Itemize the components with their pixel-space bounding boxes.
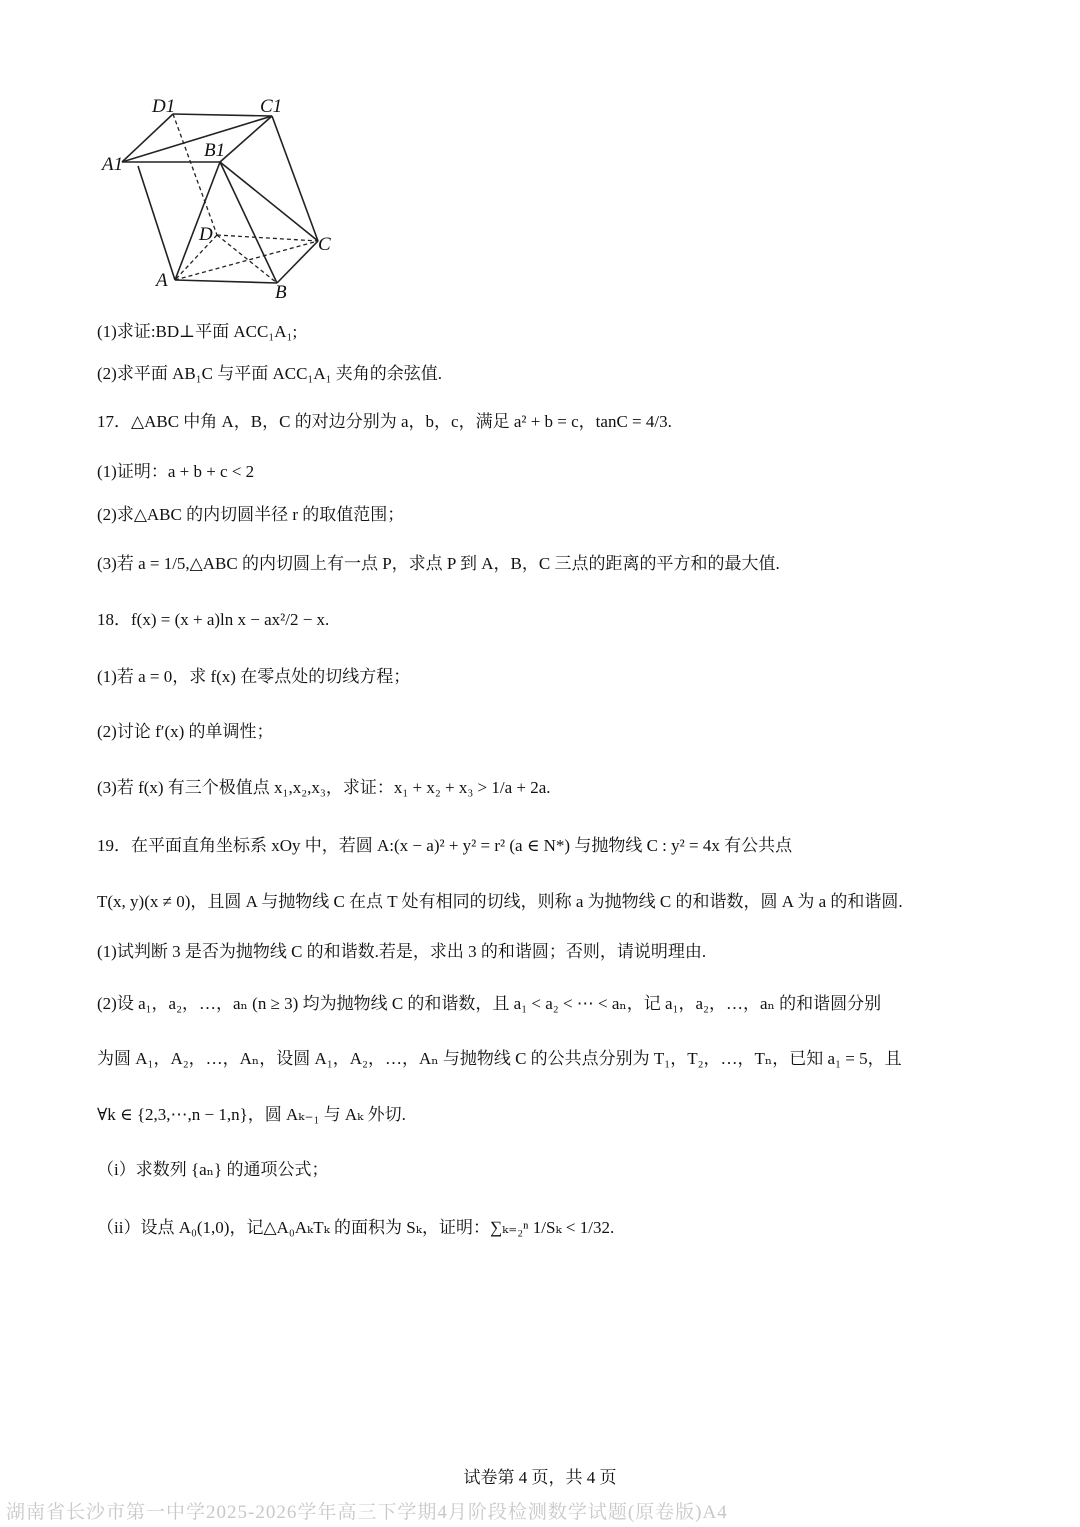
label-d: D: [199, 224, 213, 245]
q19-part1: (1)试判断 3 是否为抛物线 C 的和谐数.若是，求出 3 的和谐圆；否则，请说明理由.: [97, 942, 707, 961]
q19-part2-line2: 为圆 A₁，A₂，…，Aₙ，设圆 A₁，A₂，…，Aₙ 与抛物线 C 的公共点分别为 T₁，T₂，…，Tₙ，已知 a₁ = 5，且: [97, 1049, 902, 1068]
edge-a-b: [175, 280, 277, 283]
label-a: A: [156, 270, 168, 291]
q18-part1: (1)若 a = 0，求 f(x) 在零点处的切线方程；: [97, 667, 411, 686]
edge-d-b: [217, 235, 277, 283]
label-a1: A1: [102, 154, 124, 175]
edge-c1-a1: [122, 116, 272, 162]
edge-d1-c1: [173, 114, 272, 116]
edge-d-c: [217, 235, 318, 241]
q19-part2-ii: （ii）设点 A₀(1,0)，记△A₀AₖTₖ 的面积为 Sₖ，证明：∑ₖ₌₂ⁿ 1/Sₖ < 1/32.: [97, 1218, 615, 1237]
label-b1: B1: [204, 140, 226, 161]
q17-part1: (1)证明：a + b + c < 2: [97, 462, 255, 481]
edge-b1-b: [220, 162, 277, 283]
q18-part3: (3)若 f(x) 有三个极值点 x₁,x₂,x₃，求证：x₁ + x₂ + x₃ > 1/a + 2a.: [97, 778, 551, 797]
edge-b-c: [277, 241, 318, 283]
q19-part2-line1: (2)设 a₁，a₂，…，aₙ (n ≥ 3) 均为抛物线 C 的和谐数，且 a₁ < a₂ < ⋯ < aₙ，记 a₁，a₂，…，aₙ 的和谐圆分别: [97, 994, 882, 1013]
q16-part2: (2)求平面 AB₁C 与平面 ACC₁A₁ 夹角的余弦值.: [97, 364, 443, 383]
label-c: C: [318, 234, 331, 255]
q18-stem: 18．f(x) = (x + a)ln x − ax²/2 − x.: [97, 610, 330, 629]
label-d1: D1: [152, 96, 176, 117]
q19-stem-line1: 19．在平面直角坐标系 xOy 中，若圆 A:(x − a)² + y² = r² (a ∈ N*) 与抛物线 C : y² = 4x 有公共点: [97, 836, 793, 855]
q19-stem-line2: T(x, y)(x ≠ 0)，且圆 A 与抛物线 C 在点 T 处有相同的切线，则称 a 为抛物线 C 的和谐数，圆 A 为 a 的和谐圆.: [97, 892, 903, 911]
q18-part2: (2)讨论 f′(x) 的单调性；: [97, 722, 274, 741]
q17-stem: 17．△ABC 中角 A，B，C 的对边分别为 a，b，c，满足 a² + b = c，tanC = 4/3.: [97, 412, 672, 431]
q19-part2-i: （i）求数列 {aₙ} 的通项公式；: [97, 1160, 329, 1179]
q17-part2: (2)求△ABC 的内切圆半径 r 的取值范围；: [97, 505, 405, 524]
label-c1: C1: [260, 96, 283, 117]
q17-part3: (3)若 a = 1/5,△ABC 的内切圆上有一点 P，求点 P 到 A，B，C 三点的距离的平方和的最大值.: [97, 554, 780, 573]
label-b: B: [275, 282, 287, 302]
edge-d1-d: [173, 114, 217, 235]
edge-a-c: [175, 241, 318, 280]
document-watermark: 湖南省长沙市第一中学2025-2026学年高三下学期4月阶段检测数学试题(原卷版)A4: [6, 1502, 728, 1523]
q19-part2-line3: ∀k ∈ {2,3,⋯,n − 1,n}，圆 Aₖ₋₁ 与 Aₖ 外切.: [97, 1105, 406, 1124]
prism-figure: [100, 92, 340, 302]
page-footer: 试卷第 4 页，共 4 页: [463, 1468, 617, 1487]
edge-b1-c1: [220, 116, 272, 162]
edge-a1-a: [138, 166, 175, 280]
q16-part1: (1)求证:BD⊥平面 ACC₁A₁;: [97, 322, 298, 341]
